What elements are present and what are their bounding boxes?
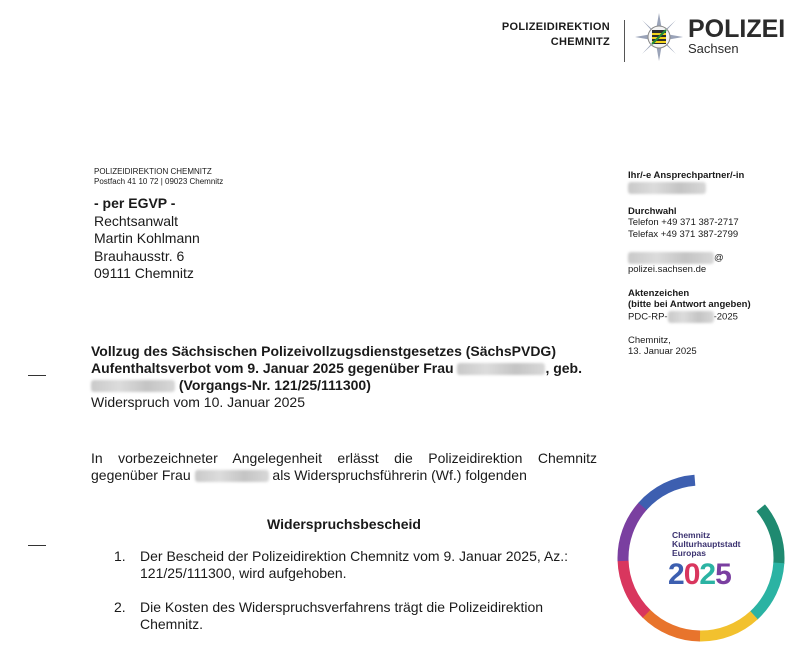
subject-name-redacted (457, 363, 545, 375)
header-directorate-line1: POLIZEIDIREKTION (501, 21, 610, 33)
ref-number (628, 311, 793, 323)
ref-prefix: PDC-RP- (628, 311, 668, 323)
logo-year-text (668, 558, 731, 591)
subject-line-2 (91, 360, 582, 377)
sender-line-2: Postfach 41 10 72 | 09023 Chemnitz (94, 177, 224, 186)
header-directorate-line2: CHEMNITZ (550, 36, 610, 48)
year-digit: 5 (715, 558, 731, 591)
header-directorate (502, 20, 610, 50)
ring-segment (623, 506, 643, 561)
recipient-city: 09111 Chemnitz (94, 265, 194, 281)
contact-sidebar (628, 170, 793, 358)
sender-line (94, 167, 223, 187)
police-star-icon (634, 12, 684, 62)
recipient-title: Rechtsanwalt (94, 212, 179, 229)
logo-line-3: Europas (672, 548, 707, 558)
intro-part-a: In vorbezeichneter Angelegenheit erlässt die Polizeidirektion Chemnitz gegenüber Frau (91, 450, 597, 483)
fax: Telefax +49 371 387-2799 (628, 228, 739, 240)
contact-label: Ihr/-e Ansprechpartner/-in (628, 170, 745, 181)
list-item-text: Der Bescheid der Polizeidirektion Chemnitz vom 9. Januar 2025, Az.: 121/25/111300, wird aufgehoben. (140, 548, 568, 581)
list-item-number: 2. (114, 599, 126, 615)
ring-segment (761, 508, 779, 564)
place: Chemnitz, (628, 334, 671, 346)
list-item (114, 548, 598, 582)
phone: Telefon +49 371 387-2717 (628, 217, 739, 229)
subject-birthdate-redacted (91, 380, 175, 392)
ring-segment (646, 613, 700, 636)
list-item-number: 1. (114, 548, 126, 564)
recipient-name: Martin Kohlmann (94, 230, 200, 246)
ring-segment (643, 480, 695, 506)
email-at: @ (714, 252, 724, 264)
email (628, 252, 793, 264)
ring-segment (699, 615, 754, 636)
brand-state: Sachsen (688, 41, 739, 56)
fold-mark (28, 375, 46, 376)
subject-line-4: Widerspruch vom 10. Januar 2025 (91, 394, 305, 410)
decision-list (114, 548, 598, 650)
recipient-address (94, 195, 200, 283)
ref-hint: (bitte bei Antwort angeben) (628, 299, 751, 311)
list-item (114, 599, 598, 633)
subject-line-3 (91, 377, 582, 394)
logo-line-1: Chemnitz (672, 530, 711, 540)
email-domain: polizei.sachsen.de (628, 264, 707, 276)
subject-line-2a: Aufenthaltsverbot vom 9. Januar 2025 gegenüber Frau (91, 360, 454, 376)
ring-segment (623, 560, 647, 614)
intro-name-redacted (195, 470, 269, 482)
subject-line-2b: , geb. (545, 360, 582, 376)
subject-block (91, 343, 582, 411)
intro-part-b: als Widerspruchsführerin (Wf.) folgenden (272, 467, 527, 483)
ring-segment (754, 563, 779, 616)
brand-name: POLIZEI (688, 15, 786, 43)
culture-capital-text (672, 531, 740, 558)
dial-label: Durchwahl (628, 205, 677, 217)
date: 13. Januar 2025 (628, 346, 697, 358)
police-brand (688, 17, 785, 56)
decision-title: Widerspruchsbescheid (267, 516, 421, 532)
logo-year (668, 558, 731, 592)
list-item-text: Die Kosten des Widerspruchsverfahrens trägt die Polizeidirektion Chemnitz. (140, 599, 544, 632)
recipient-street: Brauhausstr. 6 (94, 247, 185, 264)
year-digit: 2 (668, 558, 684, 591)
subject-line-3b: (Vorgangs-Nr. 121/25/111300) (178, 377, 371, 393)
sender-line-1: POLIZEIDIREKTION CHEMNITZ (94, 167, 212, 176)
year-digit: 2 (699, 558, 716, 591)
ref-suffix: -2025 (713, 311, 738, 323)
header-divider (624, 20, 625, 62)
contact-name-redacted (628, 182, 793, 194)
delivery-note: - per EGVP - (94, 195, 176, 211)
year-digit: 0 (683, 558, 700, 591)
subject-line-1: Vollzug des Sächsischen Polizeivollzugsdienstgesetzes (SächsPVDG) (91, 343, 556, 359)
punch-mark (28, 545, 46, 546)
logo-line-2: Kulturhauptstadt (672, 539, 741, 549)
intro-paragraph (91, 450, 597, 484)
ref-label: Aktenzeichen (628, 287, 690, 299)
